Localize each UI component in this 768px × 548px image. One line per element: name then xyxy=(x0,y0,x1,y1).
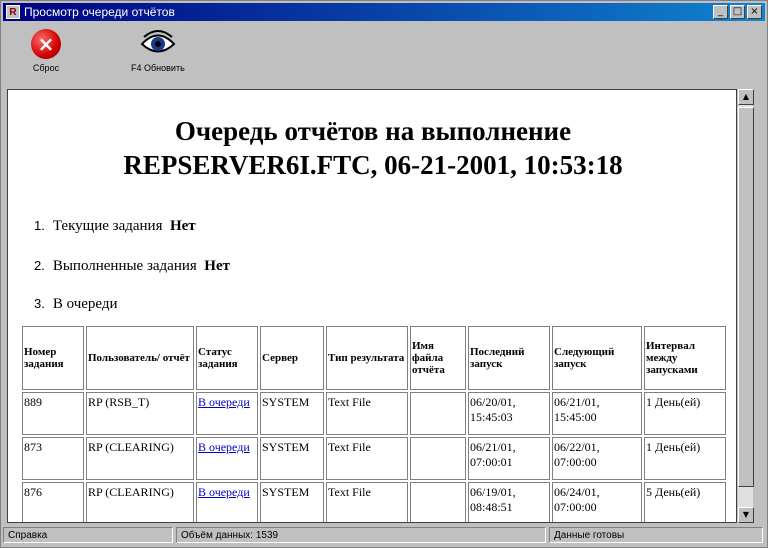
col-header: Тип результата xyxy=(326,326,408,390)
status-link[interactable]: В очереди xyxy=(198,485,250,499)
col-header: Сервер xyxy=(260,326,324,390)
status-data-size: Объём данных: 1539 xyxy=(176,527,546,543)
title-line-1: Очередь отчётов на выполнение xyxy=(174,116,572,146)
col-header: Статус задания xyxy=(196,326,258,390)
table-cell xyxy=(410,437,466,480)
list-item-completed xyxy=(34,258,230,275)
scroll-up-icon[interactable]: ▲ xyxy=(738,89,754,105)
table-cell xyxy=(410,392,466,435)
list-value: Нет xyxy=(204,258,230,274)
col-header: Интервал между запусками xyxy=(644,326,726,390)
list-num: 3. xyxy=(34,296,45,311)
scroll-thumb[interactable] xyxy=(738,107,754,487)
table-cell: 06/24/01, 07:00:00 xyxy=(552,482,642,523)
status-link[interactable]: В очереди xyxy=(198,440,250,454)
minimize-button[interactable]: _ xyxy=(713,5,728,19)
table-cell: 876 xyxy=(22,482,84,523)
reset-icon: × xyxy=(31,29,61,59)
table-cell: 5 День(ей) xyxy=(644,482,726,523)
table-cell: Text File xyxy=(326,392,408,435)
title-bar[interactable] xyxy=(3,3,765,21)
queue-table xyxy=(20,324,728,523)
list-label: Выполненные задания xyxy=(52,258,197,274)
page-title xyxy=(8,114,737,182)
vertical-scrollbar[interactable] xyxy=(737,89,753,523)
table-cell: 06/19/01, 08:48:51 xyxy=(468,482,550,523)
table-cell: 1 День(ей) xyxy=(644,437,726,480)
table-cell: SYSTEM xyxy=(260,437,324,480)
table-cell: Text File xyxy=(326,482,408,523)
col-header: Пользователь/ отчёт xyxy=(86,326,194,390)
table-cell: 06/21/01, 15:45:00 xyxy=(552,392,642,435)
table-cell: RP (RSB_T) xyxy=(86,392,194,435)
table-cell: Text File xyxy=(326,437,408,480)
reset-button[interactable] xyxy=(31,29,61,73)
table-cell: 1 День(ей) xyxy=(644,392,726,435)
col-header: Номер задания xyxy=(22,326,84,390)
table-cell: 873 xyxy=(22,437,84,480)
table-cell: 06/21/01, 07:00:01 xyxy=(468,437,550,480)
table-cell: 889 xyxy=(22,392,84,435)
table-cell: RP (CLEARING) xyxy=(86,437,194,480)
table-row xyxy=(22,437,726,480)
table-cell xyxy=(196,482,258,523)
col-header: Последний запуск xyxy=(468,326,550,390)
list-label: Текущие задания xyxy=(52,218,163,234)
table-cell: SYSTEM xyxy=(260,482,324,523)
report-content xyxy=(7,89,737,523)
list-value: Нет xyxy=(169,218,196,234)
refresh-button[interactable] xyxy=(131,29,185,73)
eye-icon xyxy=(140,29,176,59)
table-cell xyxy=(196,392,258,435)
toolbar xyxy=(3,23,765,85)
status-bar xyxy=(3,527,765,545)
maximize-button[interactable]: □ xyxy=(730,5,745,19)
list-num: 2. xyxy=(34,258,45,273)
col-header: Имя файла отчёта xyxy=(410,326,466,390)
table-header-row xyxy=(22,326,726,390)
list-num: 1. xyxy=(34,218,45,233)
status-link[interactable]: В очереди xyxy=(198,395,250,409)
app-icon: R xyxy=(6,5,20,19)
table-cell xyxy=(196,437,258,480)
list-item-queued xyxy=(34,296,118,313)
window-title: Просмотр очереди отчётов xyxy=(24,5,175,19)
col-header: Следующий запуск xyxy=(552,326,642,390)
table-cell: 06/20/01, 15:45:03 xyxy=(468,392,550,435)
scroll-down-icon[interactable]: ▼ xyxy=(738,507,754,523)
status-ready: Данные готовы xyxy=(549,527,763,543)
table-cell: SYSTEM xyxy=(260,392,324,435)
title-line-2: REPSERVER6I.FTC, 06-21-2001, 10:53:18 xyxy=(123,150,623,180)
list-item-current xyxy=(34,218,196,235)
reset-label: Сброс xyxy=(32,63,60,73)
table-cell xyxy=(410,482,466,523)
refresh-label: F4 Обновить xyxy=(131,63,185,73)
table-row xyxy=(22,482,726,523)
list-label: В очереди xyxy=(52,296,118,312)
close-button[interactable]: × xyxy=(747,5,762,19)
status-help: Справка xyxy=(3,527,173,543)
table-row xyxy=(22,392,726,435)
table-cell: RP (CLEARING) xyxy=(86,482,194,523)
table-cell: 06/22/01, 07:00:00 xyxy=(552,437,642,480)
